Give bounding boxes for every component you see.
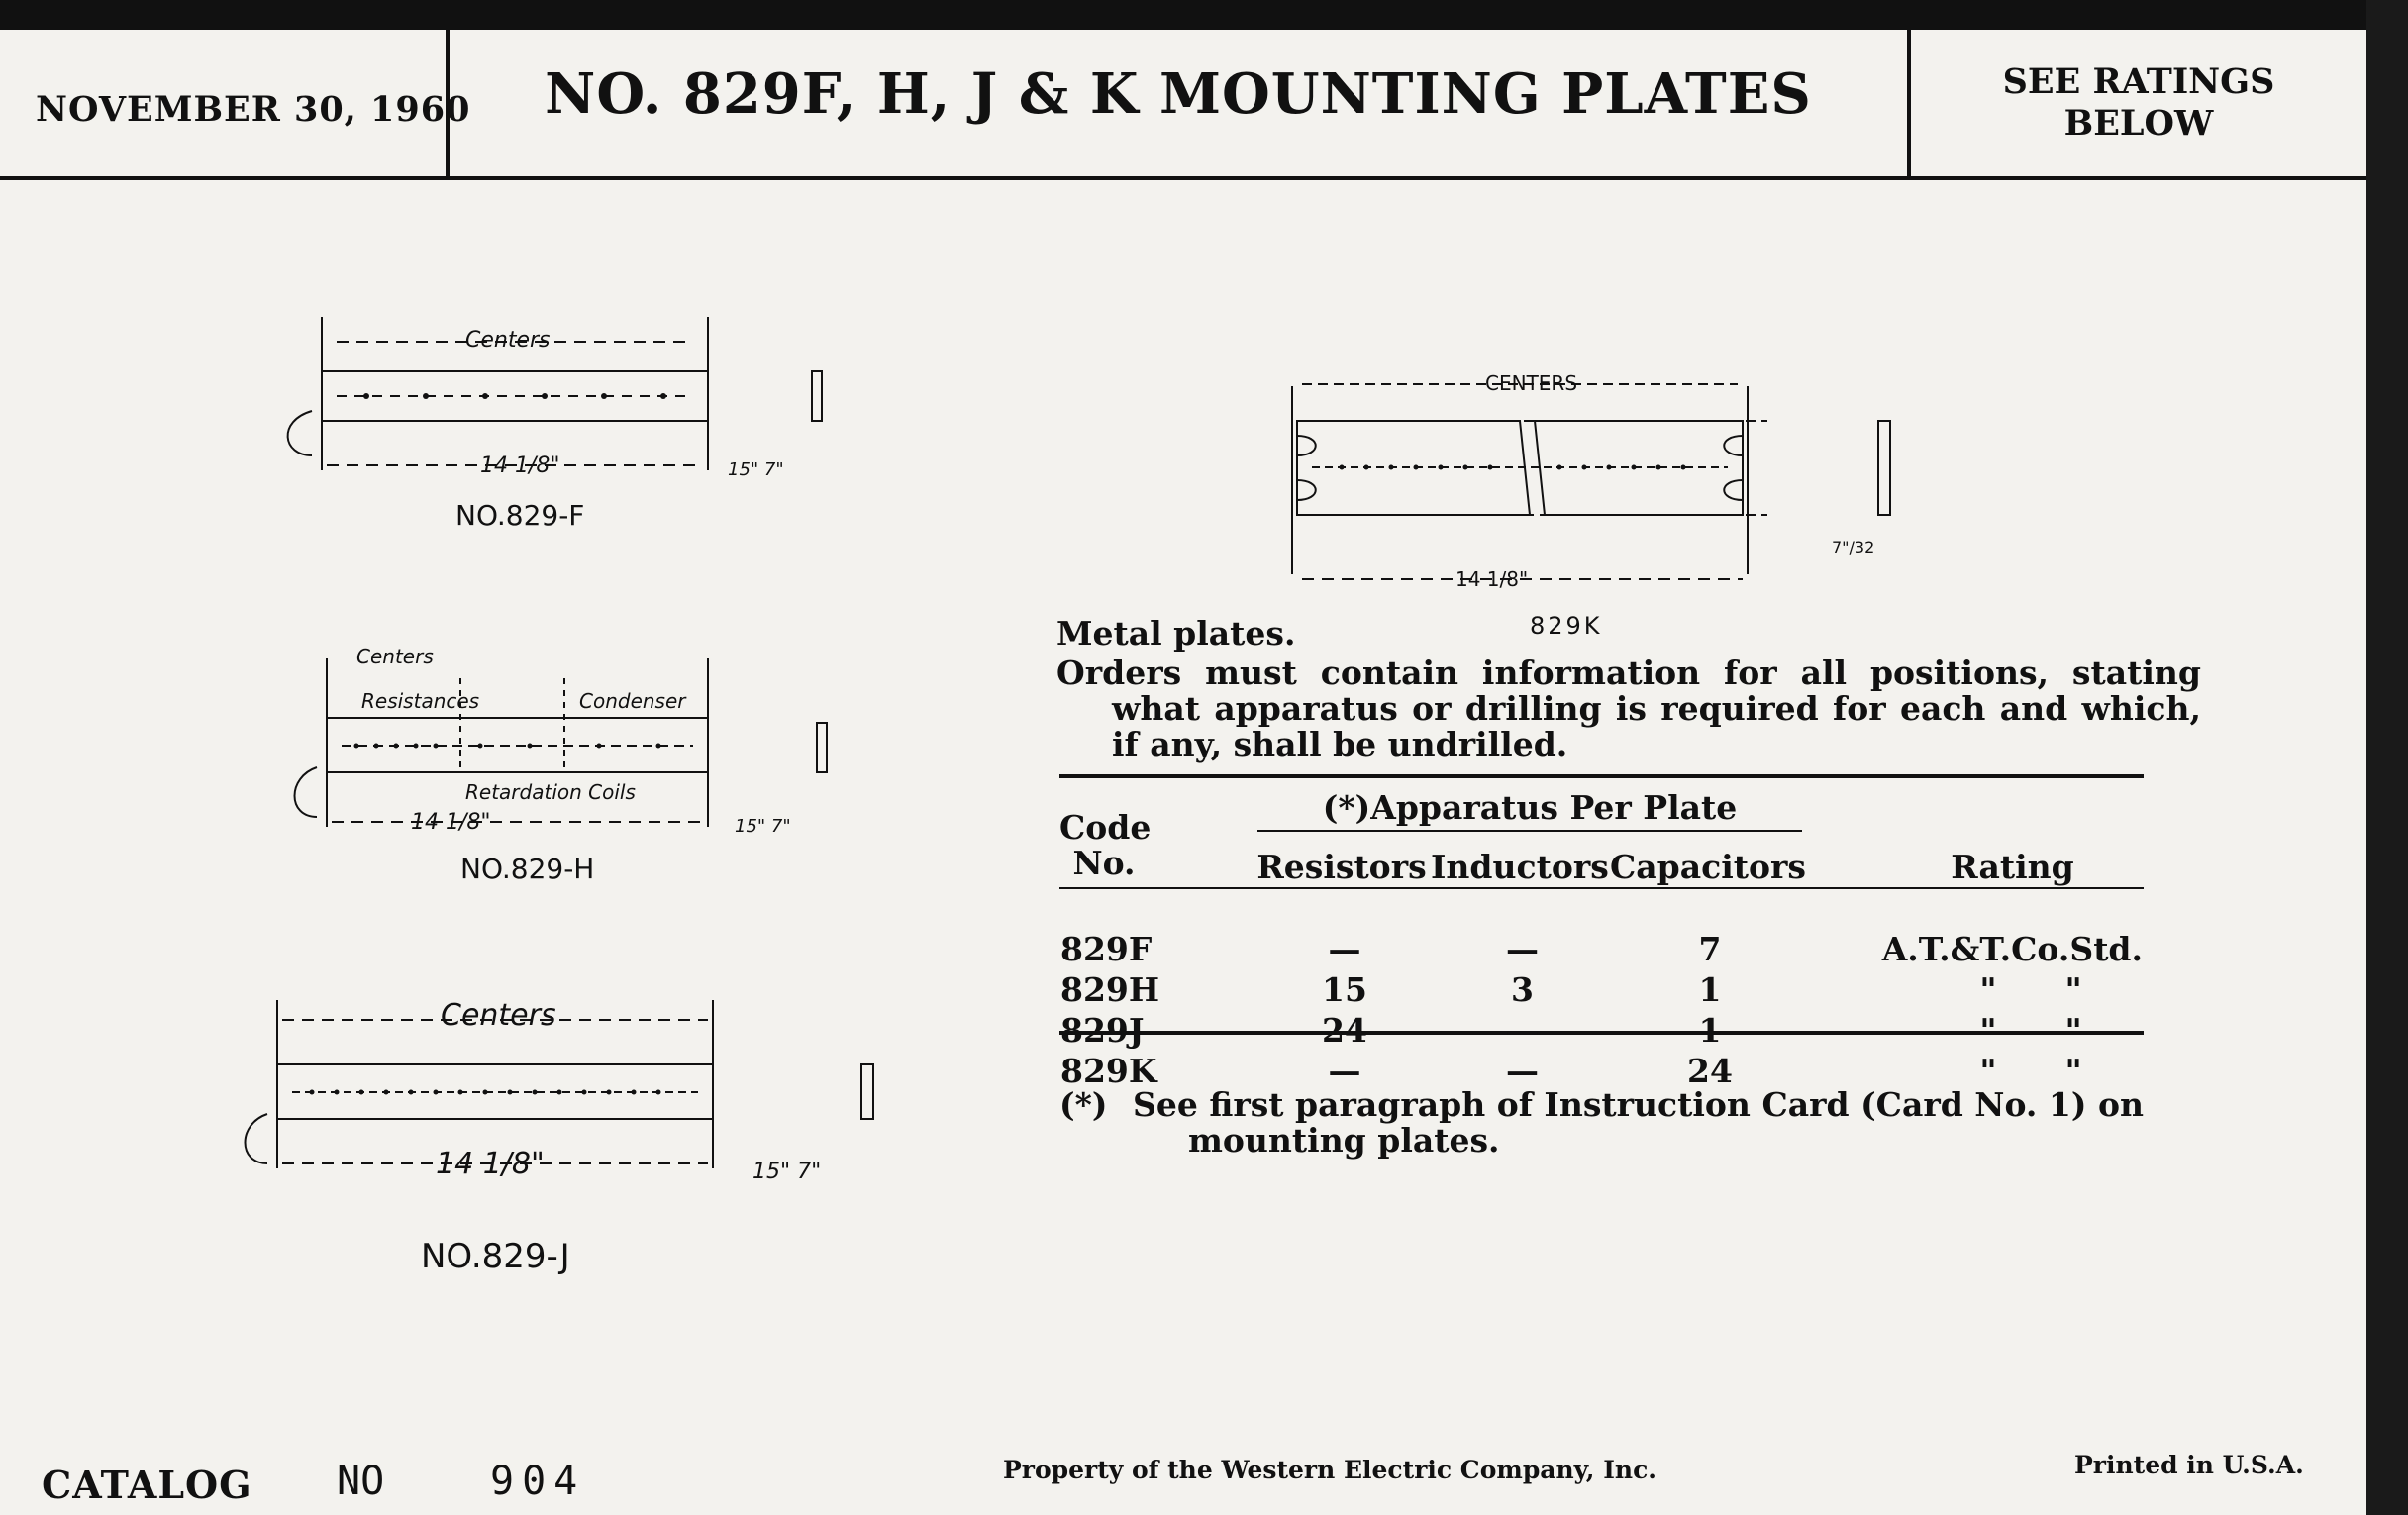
label-resistances: Resistances xyxy=(361,689,480,713)
table-row xyxy=(1059,929,2144,969)
table-inductors-header: Inductors xyxy=(1431,848,1609,886)
page-title: NO. 829F, H, J & K MOUNTING PLATES xyxy=(545,61,1812,127)
header-bottom-rule xyxy=(0,176,2366,180)
footnote-text: See first paragraph of Instruction Card (Card No. 1) on mounting plates. xyxy=(1133,1085,2144,1160)
inductors-cell: — xyxy=(1506,1011,1539,1050)
metal-plates-note: Metal plates. xyxy=(1056,614,1296,653)
apparatus-table-top-rule xyxy=(1059,774,2144,778)
resistors-cell: — xyxy=(1328,930,1361,968)
inductors-cell: 3 xyxy=(1511,970,1534,1009)
header-date: NOVEMBER 30, 1960 xyxy=(36,89,471,130)
scan-border xyxy=(2366,0,2408,1515)
orders-note: Orders must contain information for all positions, stating what apparatus or drilling is required for each and which, if any, shall be undrilled. xyxy=(1056,654,2201,763)
label-retardation-coils: Retardation Coils xyxy=(465,780,636,804)
capacitors-cell: 24 xyxy=(1687,1052,1733,1090)
label-829h: NO.829-H xyxy=(460,853,595,885)
table-row xyxy=(1059,969,2144,1010)
dim-length-829k: 14 1/8" xyxy=(1455,567,1529,591)
footer-catalog-number: 904 xyxy=(490,1459,586,1504)
footer-catalog: CATALOG xyxy=(42,1463,252,1507)
table-code-header xyxy=(1059,808,1152,882)
dim-length-829h: 14 1/8" xyxy=(411,810,491,835)
catalog-card xyxy=(0,30,2366,1515)
rating-cell: " " xyxy=(1979,1011,2082,1050)
table-rating-header: Rating xyxy=(1951,848,2074,886)
dim-centers-829h: Centers xyxy=(356,645,434,668)
rating-cell: A.T.&T.Co.Std. xyxy=(1881,930,2143,968)
capacitors-cell: 1 xyxy=(1698,1011,1722,1050)
dim-centers-829k: CENTERS xyxy=(1485,371,1578,395)
footer-catalog-no: NO xyxy=(337,1459,385,1504)
resistors-cell: 24 xyxy=(1322,1011,1367,1050)
label-829j: NO.829-J xyxy=(421,1237,570,1276)
drawing-829k xyxy=(1243,327,1916,640)
label-condenser: Condenser xyxy=(579,689,686,713)
dim-centers-829f: Centers xyxy=(465,328,551,353)
dim-fractions-829h: 15" 7" xyxy=(735,816,791,837)
inductors-cell: — xyxy=(1506,1052,1539,1090)
label-829k: 829K xyxy=(1530,612,1603,640)
ratings-note xyxy=(1911,61,2366,145)
apparatus-table-group-rule xyxy=(1257,830,1802,832)
no-label: No. xyxy=(1072,844,1136,882)
code-cell: 829F xyxy=(1060,930,1153,968)
table-resistors-header: Resistors xyxy=(1256,848,1427,886)
footer-property: Property of the Western Electric Company, Inc. xyxy=(1003,1456,1657,1484)
footnote-mark: (*) xyxy=(1059,1085,1108,1124)
apparatus-table-body xyxy=(1059,929,2144,1091)
inductors-cell: — xyxy=(1506,930,1539,968)
label-829f: NO.829-F xyxy=(455,499,585,532)
table-group-header: (*)Apparatus Per Plate xyxy=(1322,788,1738,827)
dim-fractions-829f: 15" 7" xyxy=(728,459,784,480)
code-cell: 829H xyxy=(1060,970,1160,1009)
dim-fractions-829j: 15" 7" xyxy=(752,1160,822,1184)
drawing-829j xyxy=(223,956,906,1282)
table-capacitors-header: Capacitors xyxy=(1610,848,1806,886)
ratings-line-1: SEE RATINGS xyxy=(2002,61,2275,102)
resistors-cell: — xyxy=(1328,1052,1361,1090)
dim-length-829j: 14 1/8" xyxy=(436,1147,545,1181)
capacitors-cell: 1 xyxy=(1698,970,1722,1009)
ratings-line-2: BELOW xyxy=(2063,103,2214,144)
dim-fractions-829k: 7"/32 xyxy=(1832,538,1875,556)
drawing-829f xyxy=(267,272,861,530)
table-row xyxy=(1059,1010,2144,1051)
rating-cell: " " xyxy=(1979,1052,2082,1090)
drawing-829h xyxy=(267,619,861,896)
rating-cell: " " xyxy=(1979,970,2082,1009)
dim-centers-829j: Centers xyxy=(441,998,556,1033)
resistors-cell: 15 xyxy=(1322,970,1367,1009)
capacitors-cell: 7 xyxy=(1698,930,1722,968)
apparatus-table-header-rule xyxy=(1059,887,2144,889)
footer-printed: Printed in U.S.A. xyxy=(2074,1451,2304,1479)
code-cell: 829K xyxy=(1060,1052,1157,1090)
code-label: Code xyxy=(1059,808,1152,847)
dim-length-829f: 14 1/8" xyxy=(480,454,560,478)
code-cell: 829J xyxy=(1060,1011,1145,1050)
